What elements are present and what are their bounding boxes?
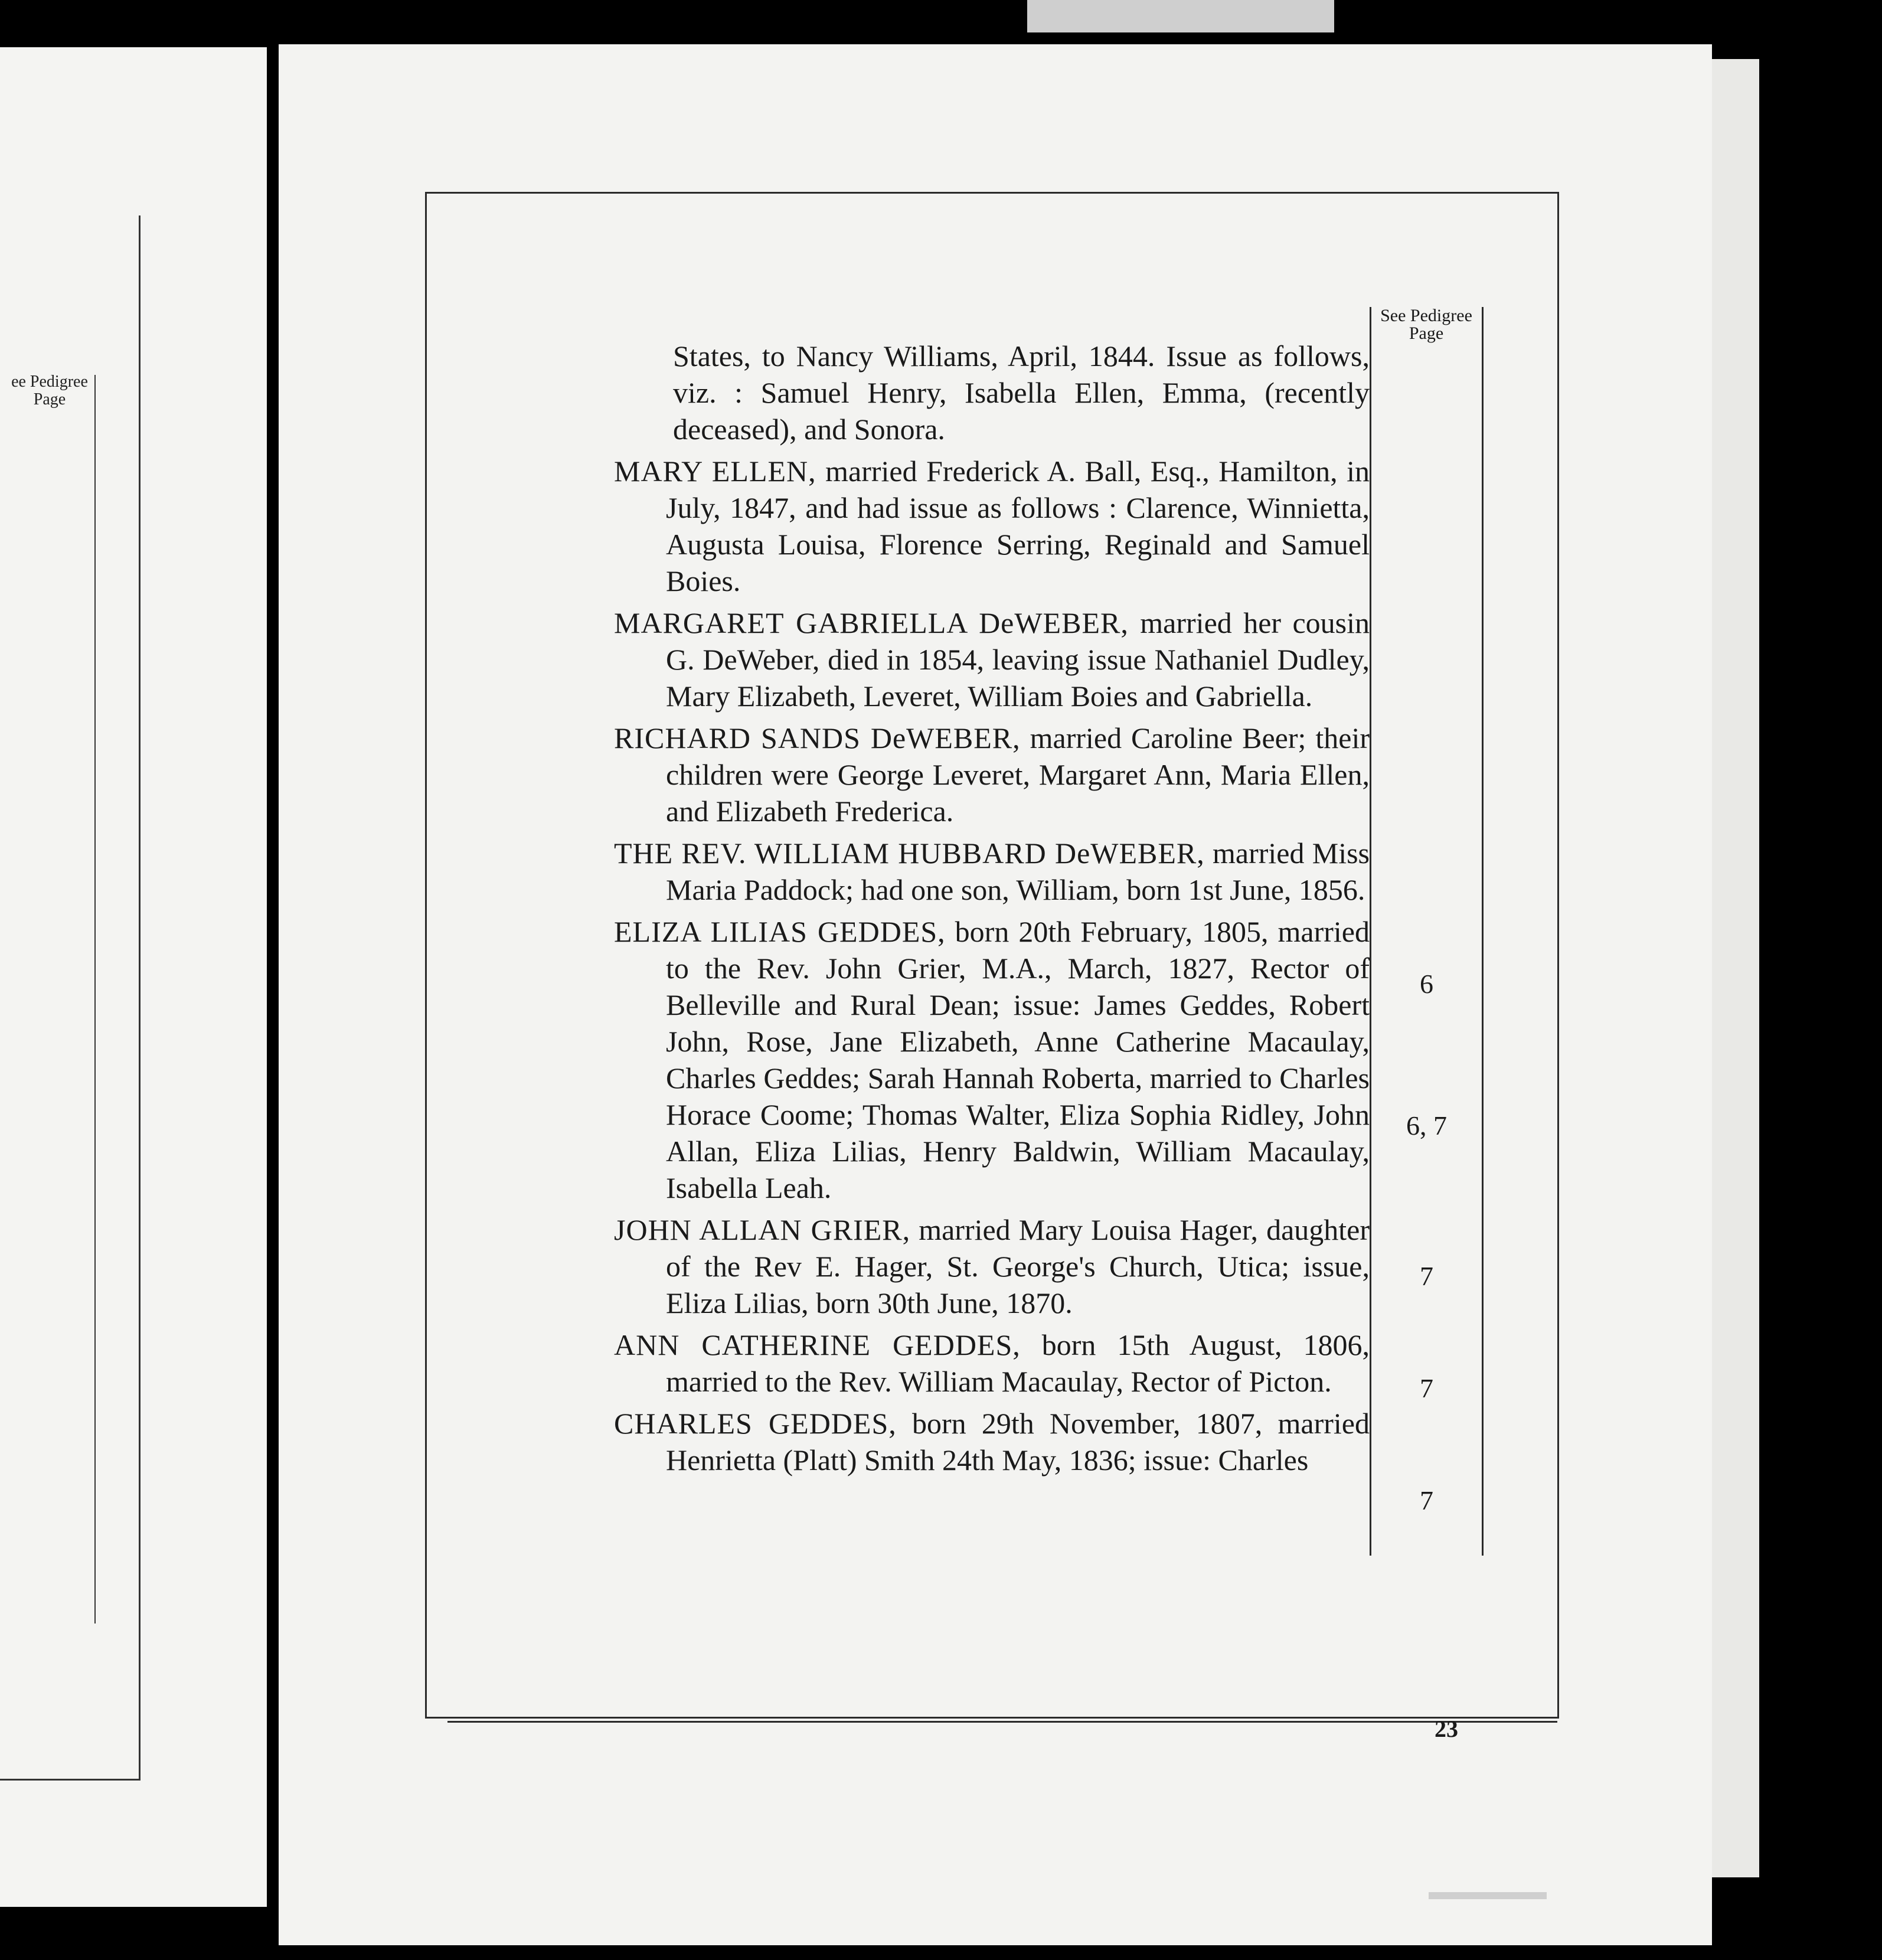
entry-text: born 29th November, 1807, married Henrietta (Platt) Smith 24th May, 1836; issue: Charles [666, 1407, 1370, 1476]
entry-name: RICHARD SANDS DeWEBER, [614, 721, 1021, 754]
bottom-edge-scrap [1429, 1892, 1547, 1899]
entry-william-hubbard [614, 835, 1370, 908]
pedigree-header-line2: Page [1409, 324, 1444, 343]
previous-page-frame [0, 215, 141, 1781]
entry-name: MARGARET GABRIELLA DeWEBER, [614, 606, 1129, 639]
previous-page-column-rule [94, 375, 96, 1623]
pedigree-column-header [1368, 307, 1484, 342]
entry-mary-ellen [614, 453, 1370, 599]
entry-richard-sands [614, 720, 1370, 829]
top-edge-scrap [1027, 0, 1334, 32]
entry-text: born 15th August, 1806, married to the Rev. William Macaulay, Rector of Picton. [666, 1328, 1370, 1398]
entry-text: married Mary Louisa Hager, daughter of the Rev E. Hager, St. George's Church, Utica; issue, Eliza Lilias, born 30th June, 1870. [666, 1213, 1370, 1319]
entry-john-allan-grier [614, 1211, 1370, 1321]
entry-ann-catherine [614, 1327, 1370, 1400]
entry-charles-geddes [614, 1405, 1370, 1478]
pedigree-ref: 7 [1420, 1373, 1433, 1403]
pedigree-column-rule-left [1370, 307, 1371, 1556]
entry-name: ELIZA LILIAS GEDDES, [614, 915, 946, 948]
entry-margaret-gabriella [614, 605, 1370, 714]
entry-text: married her cousin G. DeWeber, died in 1854, leaving issue Nathaniel Dudley, Mary Elizabeth, Leveret, William Boies and Gabriella. [666, 606, 1370, 713]
page-number: 23 [1435, 1716, 1458, 1742]
page-edge [1712, 59, 1759, 1877]
page-frame-bottom-rule [447, 1721, 1557, 1723]
entry-name: MARY ELLEN, [614, 455, 816, 488]
entry-name: JOHN ALLAN GRIER, [614, 1213, 911, 1246]
entry-text: married Frederick A. Ball, Esq., Hamilton, in July, 1847, and had issue as follows : Clarence, Winnietta, Augusta Louisa, Florence Serring, Reginald and Samuel Boies. [666, 455, 1370, 597]
pedigree-ref: 7 [1420, 1261, 1433, 1291]
entry-text: married Miss Maria Paddock; had one son, William, born 1st June, 1856. [666, 837, 1370, 906]
entry-name: ANN CATHERINE GEDDES, [614, 1328, 1021, 1361]
previous-page-pedigree-header: ee Pedigree Page [11, 373, 88, 409]
entry-text: States, to Nancy Williams, April, 1844. Issue as follows, viz. : Samuel Henry, Isabella Ellen, Emma, (recently deceased), and Sonora. [673, 339, 1370, 446]
previous-page [0, 47, 267, 1907]
genealogy-text [614, 338, 1370, 1484]
pedigree-ref: 6 [1420, 969, 1433, 999]
entry-name: THE REV. WILLIAM HUBBARD DeWEBER, [614, 837, 1205, 870]
entry-name: CHARLES GEDDES, [614, 1407, 897, 1440]
pedigree-header-line1: See Pedigree [1380, 306, 1472, 325]
pedigree-ref: 6, 7 [1406, 1110, 1447, 1141]
entry-eliza-lilias [614, 913, 1370, 1206]
entry-continuation [614, 338, 1370, 447]
entry-text: born 20th February, 1805, married to the Rev. John Grier, M.A., March, 1827, Rector of Belleville and Rural Dean; issue: James Geddes, Robert John, Rose, Jane Elizabeth, Anne Catherine Macaulay, Charles Geddes; Sarah Hannah Roberta, married to Charles Horace Coome; Thomas Walter, Eliza Sophia Ridley, John Allan, Eliza Lilias, Henry Baldwin, William Macaulay, Isabella Leah. [666, 915, 1370, 1204]
pedigree-ref: 7 [1420, 1485, 1433, 1515]
pedigree-column-rule-right [1482, 307, 1484, 1556]
entry-text: married Caroline Beer; their children were George Leveret, Margaret Ann, Maria Ellen, and Elizabeth Frederica. [666, 721, 1370, 828]
